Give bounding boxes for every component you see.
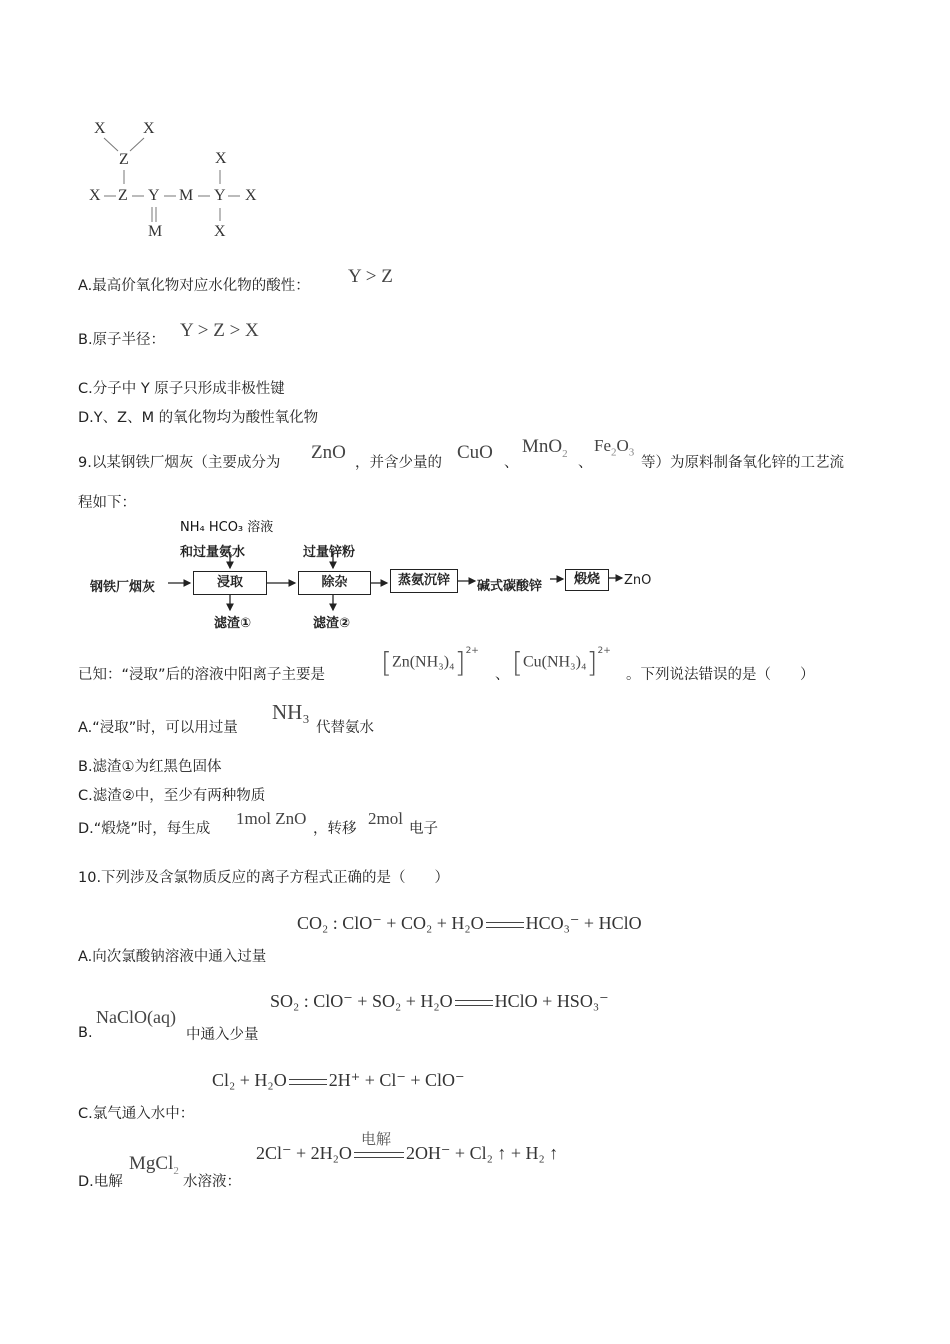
q10-option-b-prefix: B.	[78, 1025, 93, 1041]
equation-d: 2Cl⁻ + 2H₂O 2OH⁻ + Cl₂ ↑ + H₂ ↑	[256, 1143, 559, 1163]
q9-option-a-suffix: 代替氨水	[316, 720, 374, 736]
q9-stem-line2: 程如下：	[78, 495, 136, 511]
q10-option-c: C.氯气通入水中：	[78, 1106, 195, 1122]
reagent-1-line1: NH₄ HCO₃ 溶液	[180, 520, 274, 535]
formula-naclo: NaClO(aq)	[96, 1007, 176, 1027]
math-expression: Y > Z	[348, 266, 393, 287]
atom-z: Z	[118, 187, 128, 204]
q9-stem-part2: ，并含少量的	[355, 455, 442, 471]
known-prefix: 已知：“浸取”后的溶液中阳离子主要是	[78, 667, 326, 683]
step-calcination: 煅烧	[565, 569, 609, 591]
equation-c: Cl₂ + H₂O 2H⁺ + Cl⁻ + ClO⁻	[212, 1070, 465, 1090]
option-text: A.最高价氧化物对应水化物的酸性：	[78, 278, 310, 294]
separator: 、	[504, 455, 519, 471]
q9-option-a-prefix: A.“浸取”时，可以用过量	[78, 720, 238, 736]
reagent-1-line2: 和过量氨水	[180, 545, 246, 560]
step-leaching: 浸取	[193, 571, 267, 595]
electrolysis-condition: 电解	[361, 1130, 392, 1148]
q10-option-d-prefix: D.电解	[78, 1174, 123, 1190]
q9-option-c: C.滤渣②中，至少有两种物质	[78, 788, 266, 804]
q10-option-a: A.向次氯酸钠溶液中通入过量	[78, 949, 267, 965]
formula-nh3: NH₃	[272, 700, 310, 724]
q9-option-b: B.滤渣①为红黑色固体	[78, 759, 222, 775]
q9-option-d-mid: ，转移	[313, 821, 357, 837]
formula-mno2: MnO$_2$	[522, 436, 568, 460]
intermediate-product: 碱式碳酸锌	[477, 579, 543, 594]
q9-option-d-prefix: D.“煅烧”时，每生成	[78, 821, 211, 837]
formula-fe2o3: $Fe_2O_3$	[594, 436, 635, 459]
ion-zn-complex: $[Zn(NH_3)_4]^{2+}$	[381, 646, 479, 679]
residue-2: 滤渣②	[313, 616, 351, 631]
q9-stem-part1: 9.以某钢铁厂烟灰（主要成分为	[78, 455, 281, 471]
amount-2mol: 2mol	[368, 809, 403, 828]
flow-arrows	[150, 550, 670, 615]
formula-cuo: CuO	[457, 442, 493, 463]
amount-1mol-zno: 1mol ZnO	[236, 809, 307, 828]
bond-lines	[80, 118, 280, 244]
q8-option-c: C.分子中 Y 原子只形成非极性键	[78, 381, 285, 397]
equation-a: CO₂ : ClO⁻ + CO₂ + H₂O HCO₃⁻ + HClO	[297, 913, 642, 933]
atom-y: Y	[148, 187, 160, 204]
atom-y: Y	[214, 187, 226, 204]
atom-x: X	[89, 187, 101, 204]
atom-m: M	[148, 223, 163, 240]
atom-x: X	[215, 150, 227, 167]
separator: 、	[578, 455, 593, 471]
q10-option-d-suffix: 水溶液：	[183, 1174, 241, 1190]
q8-option-d: D.Y、Z、M 的氧化物均为酸性氧化物	[78, 410, 319, 426]
final-product: ZnO	[624, 573, 652, 588]
ion-cu-complex: $[Cu(NH_3)_4]^{2+}$	[512, 646, 611, 679]
q10-option-b-suffix: 中通入少量	[186, 1027, 259, 1043]
formula-mgcl2: MgCl$_2$	[129, 1153, 179, 1177]
step-impurity-removal: 除杂	[298, 571, 371, 595]
reagent-2: 过量锌粉	[303, 545, 356, 560]
start-material: 钢铁厂烟灰	[90, 580, 156, 595]
math-expression: Y > Z > X	[180, 320, 259, 341]
residue-1: 滤渣①	[214, 616, 252, 631]
q9-option-d-suffix: 电子	[409, 821, 438, 837]
equation-b: SO₂ : ClO⁻ + SO₂ + H₂O HClO + HSO₃⁻	[270, 991, 609, 1011]
atom-x: X	[94, 120, 106, 137]
q8-option-b	[78, 328, 165, 349]
q9-stem-part3: 等）为原料制备氧化锌的工艺流	[641, 455, 844, 471]
q8-option-a	[78, 274, 310, 295]
known-suffix: 。下列说法错误的是（ ）	[626, 667, 815, 683]
atom-x: X	[143, 120, 155, 137]
separator: 、	[495, 667, 510, 683]
formula-zno: ZnO	[311, 442, 346, 463]
option-text: B.原子半径：	[78, 332, 166, 348]
atom-m: M	[179, 187, 194, 204]
atom-z: Z	[119, 151, 129, 168]
q10-stem: 10.下列涉及含氯物质反应的离子方程式正确的是（ ）	[78, 870, 450, 886]
atom-x: X	[245, 187, 257, 204]
atom-x: X	[214, 223, 226, 240]
step-ammonia-precipitation: 蒸氨沉锌	[390, 569, 458, 593]
